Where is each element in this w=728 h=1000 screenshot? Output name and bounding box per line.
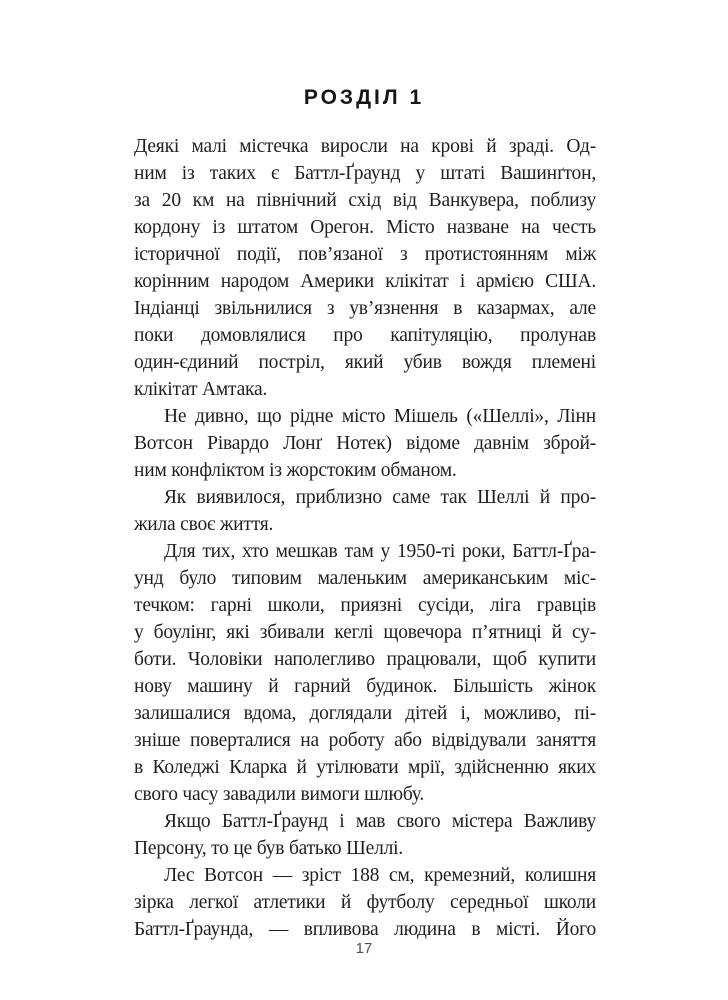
text-line: клікітат Амтака.	[134, 379, 268, 400]
paragraph	[134, 133, 596, 403]
paragraph	[134, 538, 596, 808]
text-line: Персону, то це був батько Шеллі.	[134, 838, 404, 859]
text-line: залишалися вдома, доглядали дітей і, можливо, пі-	[134, 703, 596, 724]
text-line: зірка легкої атлетики й футболу середньої школи	[134, 892, 596, 913]
text-line: кордону із штатом Орегон. Місто назване на честь	[134, 217, 596, 238]
paragraph	[134, 484, 596, 538]
text-line: ним із таких є Баттл-Ґраунд у штаті Вашинґтон,	[134, 163, 596, 184]
text-line: боти. Чоловіки наполегливо працювали, щоб купити	[134, 649, 596, 670]
text-line: Лес Вотсон — зріст 188 см, кремезний, колишня	[164, 865, 596, 886]
text-line: Не дивно, що рідне місто Мішель («Шеллі», Лінн	[164, 406, 596, 427]
text-line: нову машину й гарний будинок. Більшість жінок	[134, 676, 596, 697]
text-line: історичної події, пов’язаної з протистоянням між	[134, 244, 596, 265]
text-line: за 20 км на північний схід від Ванкувера, поблизу	[134, 190, 596, 211]
text-line: ним конфліктом із жорстоким обманом.	[134, 460, 457, 481]
text-line: жила своє життя.	[134, 514, 274, 535]
text-line: в Коледжі Кларка й утілювати мрії, здійсненню яких	[134, 757, 596, 778]
paragraph	[134, 862, 596, 943]
text-line: Індіанці звільнилися з ув’язнення в казармах, але	[134, 298, 596, 319]
text-line: корінним народом Америки клікітат і армією США.	[134, 271, 596, 292]
paragraph	[134, 403, 596, 484]
text-line: Для тих, хто мешкав там у 1950-ті роки, Баттл-Ґра-	[164, 541, 596, 562]
text-line: унд було типовим маленьким американським міс-	[134, 568, 596, 589]
text-line: Баттл-Ґраунда, — впливова людина в місті. Його	[134, 919, 596, 940]
text-line: свого часу завадили вимоги шлюбу.	[134, 784, 425, 805]
text-line: поки домовлялися про капітуляцію, пролунав	[134, 325, 596, 346]
text-line: Як виявилося, приблизно саме так Шеллі й про-	[164, 487, 596, 508]
text-line: Якщо Баттл-Ґраунд і мав свого містера Важливу	[164, 811, 596, 832]
paragraph	[134, 808, 596, 862]
text-line: один-єдиний постріл, який убив вождя племені	[134, 352, 596, 373]
text-line: зніше поверталися на роботу або відвідували заняття	[134, 730, 596, 751]
text-line: у боулінг, які збивали кеглі щовечора п’ятниці й су-	[134, 622, 596, 643]
text-line: течком: гарні школи, приязні сусіди, ліга гравців	[134, 595, 596, 616]
text-line: Вотсон Рівардо Лонґ Нотек) відоме давнім зброй-	[134, 433, 596, 454]
text-line: Деякі малі містечка виросли на крові й зраді. Од-	[134, 136, 596, 157]
text-block	[134, 133, 596, 943]
chapter-title: РОЗДІЛ 1	[303, 86, 425, 109]
page-number: 17	[355, 940, 373, 957]
